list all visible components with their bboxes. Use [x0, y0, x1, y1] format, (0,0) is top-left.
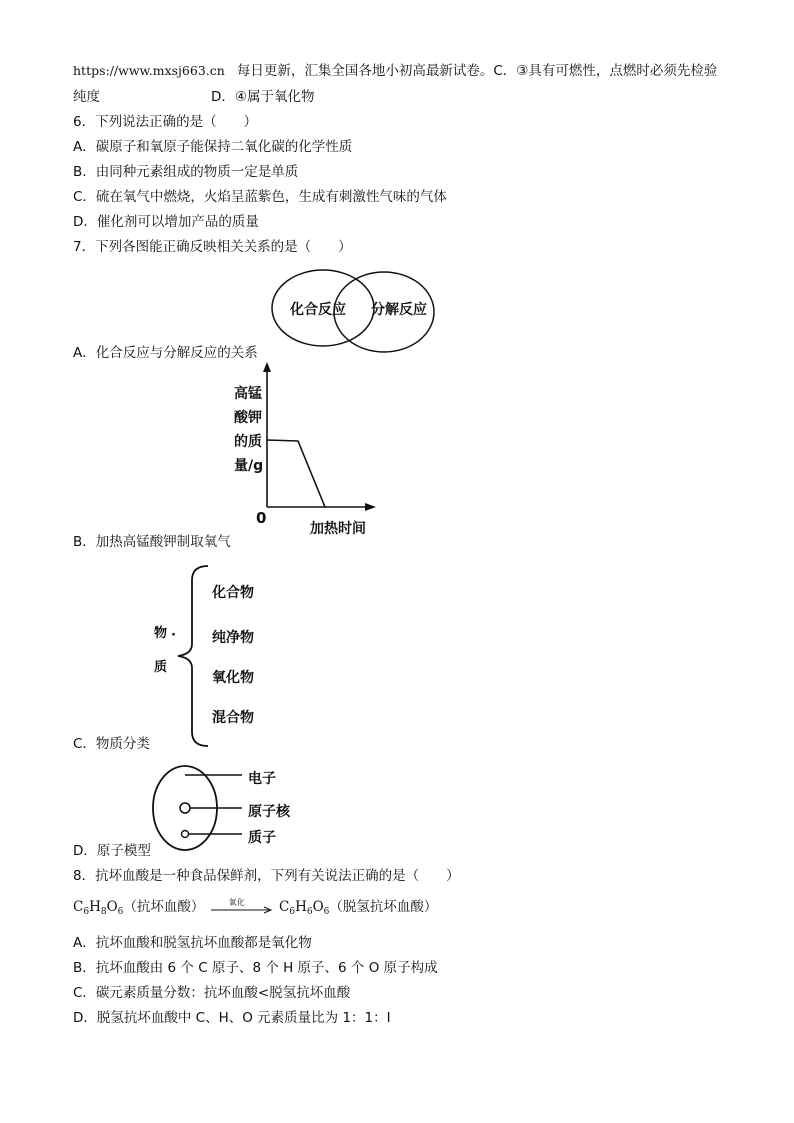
q6-option-d: D．催化剂可以增加产品的质量 — [73, 214, 259, 230]
q6-stem: 6．下列说法正确的是（ ） — [73, 114, 258, 130]
q8-equation — [73, 898, 437, 921]
graph-curve — [267, 440, 325, 507]
graph-y-label-2: 酸钾 — [234, 410, 262, 426]
venn-diagram — [266, 266, 442, 358]
q7-stem: 7．下列各图能正确反映相关关系的是（ ） — [73, 239, 352, 255]
header-text: 每日更新，汇集全国各地小初高最新试卷。C．③具有可燃性，点燃时必须先检验 — [236, 63, 718, 79]
venn-label-right: 分解反应 — [371, 302, 427, 318]
eq-o: O — [106, 899, 118, 915]
eq-o-sub: 6 — [117, 907, 124, 917]
eq-p-c-sub: 6 — [289, 907, 296, 917]
eq-p-h-sub: 6 — [306, 907, 313, 917]
kmno4-graph — [250, 360, 380, 525]
q8-stem: 8．抗坏血酸是一种食品保鲜剂，下列有关说法正确的是（ ） — [73, 868, 460, 884]
eq-c: C — [73, 899, 84, 915]
venn-label-left: 化合反应 — [290, 302, 346, 318]
eq-p-h: H — [295, 899, 307, 915]
classification-root-3: 质 — [154, 660, 168, 675]
proton-circle — [182, 831, 189, 838]
eq-h-sub: 8 — [100, 907, 107, 917]
nucleus-circle — [180, 803, 190, 813]
q7-option-a: A．化合反应与分解反应的关系 — [73, 345, 258, 361]
q8-option-a: A．抗坏血酸和脱氢抗坏血酸都是氧化物 — [73, 935, 312, 951]
graph-y-label-4: 量/g — [234, 458, 264, 474]
reaction-condition: 氧化 — [228, 898, 245, 907]
graph-x-label: 加热时间 — [310, 521, 366, 537]
eq-p-o: O — [312, 899, 324, 915]
classification-root-2: · — [171, 628, 176, 643]
classification-item-4: 混合物 — [212, 710, 254, 726]
q7-option-b: B．加热高锰酸钾制取氧气 — [73, 534, 231, 550]
q6-option-b: B．由同种元素组成的物质一定是单质 — [73, 164, 299, 180]
eq-c-sub: 6 — [83, 907, 90, 917]
graph-y-label-1: 高锰 — [234, 386, 262, 402]
classification-item-1: 化合物 — [212, 585, 254, 601]
reaction-arrow — [209, 898, 275, 916]
classification-item-3: 氧化物 — [212, 670, 254, 686]
eq-p-o-sub: 6 — [323, 907, 330, 917]
classification-item-2: 纯净物 — [212, 630, 254, 646]
eq-h: H — [89, 899, 101, 915]
graph-x-arrow — [365, 503, 376, 511]
q6-option-c: C．硫在氧气中燃烧，火焰呈蓝紫色，生成有刺激性气味的气体 — [73, 189, 447, 205]
graph-y-arrow — [263, 362, 271, 372]
eq-reactant-name: （抗坏血酸） — [123, 899, 205, 915]
q8-option-c: C．碳元素质量分数：抗坏血酸<脱氢抗坏血酸 — [73, 985, 351, 1001]
classification-root-1: 物 — [154, 626, 168, 641]
classification-root — [154, 626, 176, 676]
source-url[interactable]: https://www.mxsj663.cn — [73, 63, 225, 78]
atom-label-nucleus: 原子核 — [248, 804, 290, 820]
header-option-d: D．④属于氧化物 — [211, 89, 315, 105]
q7-option-c: C．物质分类 — [73, 736, 150, 752]
atom-label-electron: 电子 — [248, 771, 276, 787]
graph-origin: 0 — [256, 509, 267, 525]
q7-option-d: D．原子模型 — [73, 843, 151, 859]
arrow-icon — [209, 906, 275, 914]
header-line-2 — [73, 88, 100, 106]
header-line — [73, 62, 717, 80]
header-cont: 纯度 — [73, 89, 100, 105]
eq-product-name: （脱氢抗坏血酸） — [329, 899, 438, 915]
atom-label-proton: 质子 — [248, 830, 276, 846]
q8-option-b: B．抗坏血酸由 6 个 C 原子、8 个 H 原子、6 个 O 原子构成 — [73, 960, 438, 976]
classification-brace — [172, 562, 212, 752]
q6-option-a: A．碳原子和氧原子能保持二氧化碳的化学性质 — [73, 139, 353, 155]
graph-y-label-3: 的质 — [234, 434, 262, 450]
eq-p-c: C — [279, 899, 290, 915]
q8-option-d: D．脱氢抗坏血酸中 C、H、O 元素质量比为 1：1：I — [73, 1010, 391, 1026]
